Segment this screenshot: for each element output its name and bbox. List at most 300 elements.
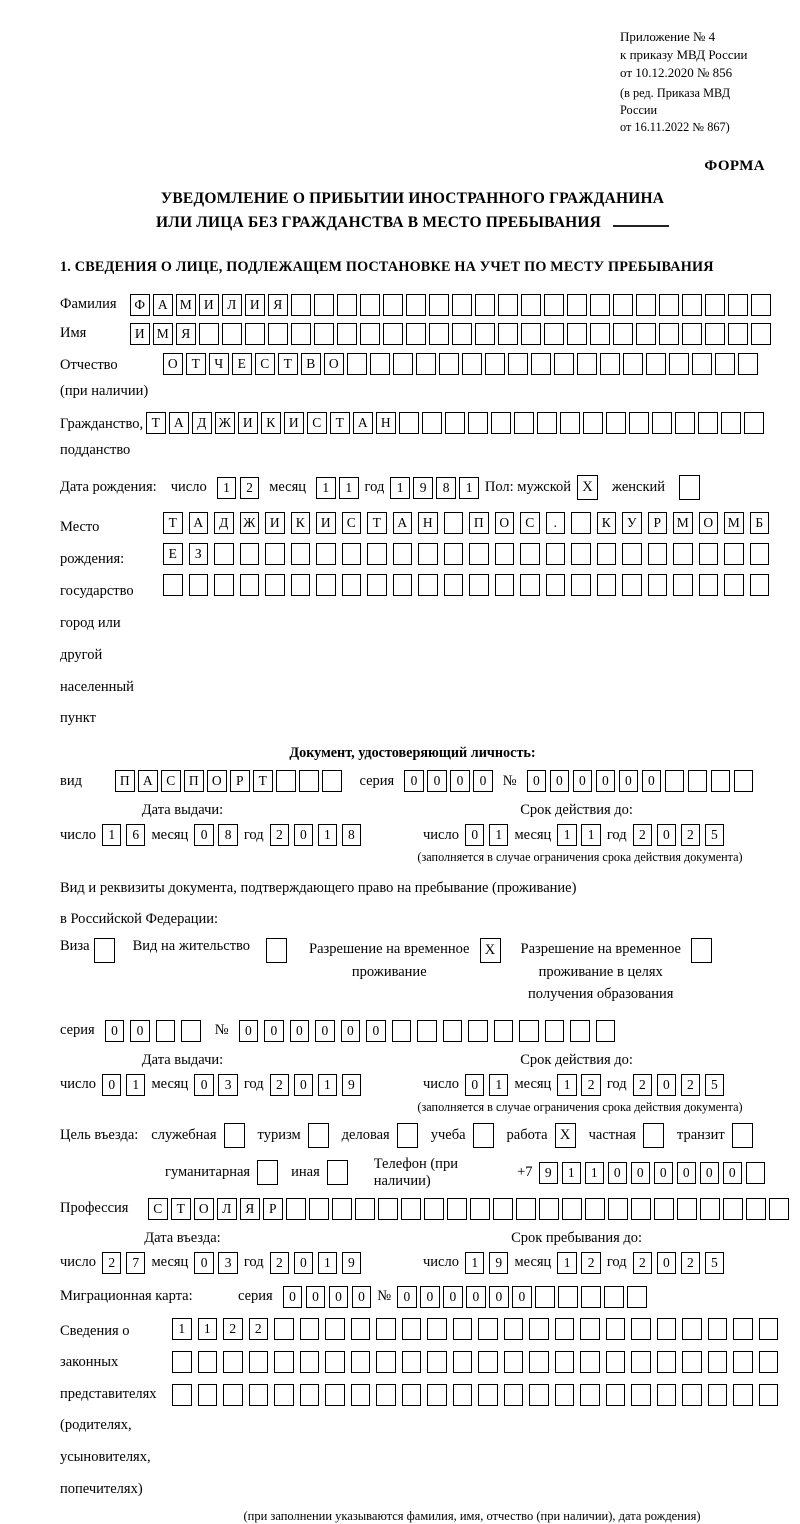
char-cell[interactable]: Р bbox=[648, 512, 668, 534]
char-cell[interactable]: 0 bbox=[550, 770, 570, 792]
char-cell[interactable] bbox=[606, 1351, 626, 1373]
char-cell[interactable] bbox=[498, 294, 518, 316]
char-cell[interactable] bbox=[711, 770, 731, 792]
char-cell[interactable]: В bbox=[301, 353, 321, 375]
char-cell[interactable]: 0 bbox=[723, 1162, 743, 1184]
char-cell[interactable]: 2 bbox=[223, 1318, 243, 1340]
char-cell[interactable] bbox=[268, 323, 288, 345]
char-cell[interactable] bbox=[648, 543, 668, 565]
char-cell[interactable]: 9 bbox=[489, 1252, 509, 1274]
char-cell[interactable] bbox=[198, 1384, 218, 1406]
char-cell[interactable] bbox=[546, 574, 566, 596]
char-cell[interactable] bbox=[631, 1384, 651, 1406]
stay-day-input[interactable] bbox=[465, 1252, 509, 1274]
char-cell[interactable] bbox=[577, 353, 597, 375]
char-cell[interactable]: Ж bbox=[215, 412, 235, 434]
char-cell[interactable]: 0 bbox=[294, 1074, 314, 1096]
char-cell[interactable] bbox=[631, 1198, 651, 1220]
char-cell[interactable] bbox=[214, 543, 234, 565]
char-cell[interactable] bbox=[590, 323, 610, 345]
char-cell[interactable]: А bbox=[138, 770, 158, 792]
migration-number-input[interactable] bbox=[397, 1286, 647, 1308]
char-cell[interactable] bbox=[332, 1198, 352, 1220]
temp-residence-edu-checkbox[interactable] bbox=[691, 938, 712, 963]
purpose-business-checkbox[interactable] bbox=[397, 1123, 418, 1148]
char-cell[interactable] bbox=[537, 412, 557, 434]
char-cell[interactable]: 3 bbox=[218, 1252, 238, 1274]
char-cell[interactable] bbox=[691, 938, 712, 963]
char-cell[interactable]: 1 bbox=[102, 824, 122, 846]
char-cell[interactable]: 0 bbox=[619, 770, 639, 792]
char-cell[interactable] bbox=[401, 1198, 421, 1220]
char-cell[interactable] bbox=[529, 1351, 549, 1373]
char-cell[interactable] bbox=[406, 323, 426, 345]
char-cell[interactable] bbox=[429, 323, 449, 345]
char-cell[interactable]: 0 bbox=[239, 1020, 259, 1042]
char-cell[interactable] bbox=[494, 1020, 514, 1042]
char-cell[interactable] bbox=[583, 412, 603, 434]
char-cell[interactable]: С bbox=[148, 1198, 168, 1220]
birth-place-row2-input[interactable] bbox=[163, 543, 769, 565]
char-cell[interactable] bbox=[274, 1384, 294, 1406]
char-cell[interactable] bbox=[520, 574, 540, 596]
char-cell[interactable] bbox=[222, 323, 242, 345]
char-cell[interactable] bbox=[453, 1351, 473, 1373]
char-cell[interactable] bbox=[462, 353, 482, 375]
char-cell[interactable]: 2 bbox=[270, 824, 290, 846]
r-expiry-day-input[interactable] bbox=[465, 1074, 509, 1096]
char-cell[interactable]: 9 bbox=[539, 1162, 559, 1184]
char-cell[interactable] bbox=[397, 1123, 418, 1148]
char-cell[interactable]: 0 bbox=[352, 1286, 372, 1308]
char-cell[interactable]: И bbox=[245, 294, 265, 316]
char-cell[interactable]: 1 bbox=[198, 1318, 218, 1340]
char-cell[interactable]: 0 bbox=[489, 1286, 509, 1308]
char-cell[interactable]: С bbox=[520, 512, 540, 534]
purpose-private-checkbox[interactable] bbox=[643, 1123, 664, 1148]
char-cell[interactable]: 1 bbox=[585, 1162, 605, 1184]
char-cell[interactable] bbox=[613, 294, 633, 316]
char-cell[interactable] bbox=[422, 412, 442, 434]
char-cell[interactable] bbox=[682, 1351, 702, 1373]
char-cell[interactable]: Б bbox=[750, 512, 770, 534]
char-cell[interactable]: И bbox=[238, 412, 258, 434]
char-cell[interactable]: М bbox=[176, 294, 196, 316]
char-cell[interactable] bbox=[468, 412, 488, 434]
char-cell[interactable] bbox=[274, 1318, 294, 1340]
char-cell[interactable] bbox=[299, 770, 319, 792]
char-cell[interactable] bbox=[657, 1351, 677, 1373]
char-cell[interactable] bbox=[596, 1020, 616, 1042]
char-cell[interactable] bbox=[636, 323, 656, 345]
char-cell[interactable] bbox=[571, 512, 591, 534]
char-cell[interactable] bbox=[418, 543, 438, 565]
char-cell[interactable] bbox=[399, 412, 419, 434]
char-cell[interactable] bbox=[529, 1384, 549, 1406]
char-cell[interactable] bbox=[491, 412, 511, 434]
char-cell[interactable] bbox=[734, 770, 754, 792]
char-cell[interactable] bbox=[274, 1351, 294, 1373]
char-cell[interactable]: Ф bbox=[130, 294, 150, 316]
char-cell[interactable]: А bbox=[353, 412, 373, 434]
representatives-row3-input[interactable] bbox=[172, 1384, 778, 1406]
char-cell[interactable]: 0 bbox=[473, 770, 493, 792]
char-cell[interactable] bbox=[631, 1351, 651, 1373]
phone-input[interactable] bbox=[539, 1162, 766, 1184]
char-cell[interactable]: 1 bbox=[557, 824, 577, 846]
char-cell[interactable] bbox=[223, 1351, 243, 1373]
char-cell[interactable]: 0 bbox=[596, 770, 616, 792]
char-cell[interactable] bbox=[504, 1318, 524, 1340]
char-cell[interactable]: П bbox=[469, 512, 489, 534]
purpose-study-checkbox[interactable] bbox=[473, 1123, 494, 1148]
char-cell[interactable] bbox=[733, 1351, 753, 1373]
doc-kind-input[interactable] bbox=[115, 770, 342, 792]
char-cell[interactable]: 1 bbox=[318, 1252, 338, 1274]
char-cell[interactable]: М bbox=[153, 323, 173, 345]
char-cell[interactable] bbox=[327, 1160, 348, 1185]
char-cell[interactable] bbox=[473, 1123, 494, 1148]
char-cell[interactable] bbox=[759, 1318, 779, 1340]
char-cell[interactable] bbox=[682, 1318, 702, 1340]
char-cell[interactable] bbox=[376, 1351, 396, 1373]
char-cell[interactable] bbox=[240, 574, 260, 596]
char-cell[interactable]: Т bbox=[163, 512, 183, 534]
char-cell[interactable]: 2 bbox=[681, 1252, 701, 1274]
char-cell[interactable]: Л bbox=[217, 1198, 237, 1220]
char-cell[interactable] bbox=[367, 543, 387, 565]
purpose-tourism-checkbox[interactable] bbox=[308, 1123, 329, 1148]
char-cell[interactable] bbox=[300, 1318, 320, 1340]
char-cell[interactable] bbox=[699, 543, 719, 565]
char-cell[interactable]: Н bbox=[418, 512, 438, 534]
char-cell[interactable] bbox=[427, 1384, 447, 1406]
char-cell[interactable]: Т bbox=[278, 353, 298, 375]
char-cell[interactable] bbox=[732, 1123, 753, 1148]
char-cell[interactable]: О bbox=[194, 1198, 214, 1220]
entry-month-input[interactable] bbox=[194, 1252, 238, 1274]
char-cell[interactable]: О bbox=[163, 353, 183, 375]
char-cell[interactable] bbox=[316, 574, 336, 596]
char-cell[interactable] bbox=[508, 353, 528, 375]
char-cell[interactable] bbox=[521, 323, 541, 345]
patronymic-input[interactable] bbox=[163, 353, 758, 375]
char-cell[interactable] bbox=[475, 294, 495, 316]
char-cell[interactable] bbox=[291, 543, 311, 565]
char-cell[interactable] bbox=[199, 323, 219, 345]
char-cell[interactable] bbox=[469, 574, 489, 596]
char-cell[interactable] bbox=[444, 543, 464, 565]
char-cell[interactable] bbox=[172, 1384, 192, 1406]
char-cell[interactable] bbox=[613, 323, 633, 345]
char-cell[interactable]: 0 bbox=[294, 1252, 314, 1274]
char-cell[interactable]: О bbox=[324, 353, 344, 375]
char-cell[interactable] bbox=[750, 574, 770, 596]
char-cell[interactable] bbox=[376, 1318, 396, 1340]
surname-input[interactable] bbox=[130, 294, 771, 316]
char-cell[interactable]: 1 bbox=[581, 824, 601, 846]
char-cell[interactable]: Е bbox=[232, 353, 252, 375]
char-cell[interactable] bbox=[724, 543, 744, 565]
char-cell[interactable]: 1 bbox=[557, 1074, 577, 1096]
char-cell[interactable]: 0 bbox=[512, 1286, 532, 1308]
purpose-other-checkbox[interactable] bbox=[327, 1160, 348, 1185]
r-issue-day-input[interactable] bbox=[102, 1074, 146, 1096]
char-cell[interactable] bbox=[750, 543, 770, 565]
char-cell[interactable]: 1 bbox=[465, 1252, 485, 1274]
char-cell[interactable]: Т bbox=[171, 1198, 191, 1220]
char-cell[interactable] bbox=[673, 543, 693, 565]
r-issue-year-input[interactable] bbox=[270, 1074, 362, 1096]
char-cell[interactable]: Т bbox=[253, 770, 273, 792]
char-cell[interactable] bbox=[504, 1351, 524, 1373]
char-cell[interactable]: 0 bbox=[404, 770, 424, 792]
char-cell[interactable]: 0 bbox=[527, 770, 547, 792]
char-cell[interactable]: К bbox=[597, 512, 617, 534]
char-cell[interactable] bbox=[545, 1020, 565, 1042]
char-cell[interactable]: X bbox=[480, 938, 501, 963]
char-cell[interactable] bbox=[325, 1384, 345, 1406]
char-cell[interactable] bbox=[439, 353, 459, 375]
char-cell[interactable] bbox=[570, 1020, 590, 1042]
char-cell[interactable] bbox=[555, 1351, 575, 1373]
char-cell[interactable] bbox=[521, 294, 541, 316]
char-cell[interactable]: С bbox=[307, 412, 327, 434]
char-cell[interactable] bbox=[402, 1351, 422, 1373]
char-cell[interactable] bbox=[308, 1123, 329, 1148]
char-cell[interactable] bbox=[652, 412, 672, 434]
char-cell[interactable] bbox=[682, 1384, 702, 1406]
char-cell[interactable]: 0 bbox=[294, 824, 314, 846]
char-cell[interactable] bbox=[309, 1198, 329, 1220]
residence-series-input[interactable] bbox=[105, 1020, 201, 1042]
char-cell[interactable]: Я bbox=[176, 323, 196, 345]
purpose-official-checkbox[interactable] bbox=[224, 1123, 245, 1148]
char-cell[interactable] bbox=[325, 1351, 345, 1373]
char-cell[interactable]: С bbox=[255, 353, 275, 375]
char-cell[interactable]: 0 bbox=[264, 1020, 284, 1042]
visa-checkbox[interactable] bbox=[94, 938, 115, 963]
char-cell[interactable] bbox=[654, 1198, 674, 1220]
char-cell[interactable] bbox=[163, 574, 183, 596]
char-cell[interactable] bbox=[314, 323, 334, 345]
char-cell[interactable]: 6 bbox=[126, 824, 146, 846]
char-cell[interactable] bbox=[554, 353, 574, 375]
char-cell[interactable] bbox=[453, 1384, 473, 1406]
char-cell[interactable]: 0 bbox=[657, 1252, 677, 1274]
char-cell[interactable] bbox=[698, 412, 718, 434]
char-cell[interactable]: 0 bbox=[194, 1074, 214, 1096]
char-cell[interactable] bbox=[769, 1198, 789, 1220]
char-cell[interactable]: 8 bbox=[218, 824, 238, 846]
char-cell[interactable] bbox=[728, 323, 748, 345]
char-cell[interactable]: Т bbox=[146, 412, 166, 434]
char-cell[interactable]: 5 bbox=[705, 1074, 725, 1096]
char-cell[interactable] bbox=[733, 1318, 753, 1340]
char-cell[interactable] bbox=[555, 1384, 575, 1406]
char-cell[interactable] bbox=[475, 323, 495, 345]
char-cell[interactable] bbox=[580, 1384, 600, 1406]
char-cell[interactable]: 5 bbox=[705, 824, 725, 846]
char-cell[interactable] bbox=[646, 353, 666, 375]
char-cell[interactable]: 0 bbox=[315, 1020, 335, 1042]
char-cell[interactable]: 1 bbox=[390, 477, 410, 499]
char-cell[interactable]: 9 bbox=[342, 1074, 362, 1096]
gender-female-checkbox[interactable] bbox=[679, 475, 700, 500]
char-cell[interactable]: 0 bbox=[443, 1286, 463, 1308]
char-cell[interactable]: М bbox=[673, 512, 693, 534]
migration-series-input[interactable] bbox=[283, 1286, 372, 1308]
char-cell[interactable]: 0 bbox=[102, 1074, 122, 1096]
char-cell[interactable]: 0 bbox=[105, 1020, 125, 1042]
char-cell[interactable]: О bbox=[207, 770, 227, 792]
char-cell[interactable] bbox=[427, 1351, 447, 1373]
purpose-work-checkbox[interactable] bbox=[555, 1123, 576, 1148]
expiry-day-input[interactable] bbox=[465, 824, 509, 846]
char-cell[interactable]: 0 bbox=[450, 770, 470, 792]
char-cell[interactable]: 1 bbox=[318, 824, 338, 846]
char-cell[interactable]: А bbox=[153, 294, 173, 316]
char-cell[interactable]: 5 bbox=[705, 1252, 725, 1274]
char-cell[interactable] bbox=[360, 323, 380, 345]
char-cell[interactable] bbox=[580, 1318, 600, 1340]
char-cell[interactable]: 3 bbox=[218, 1074, 238, 1096]
char-cell[interactable] bbox=[291, 574, 311, 596]
char-cell[interactable] bbox=[675, 412, 695, 434]
char-cell[interactable] bbox=[723, 1198, 743, 1220]
char-cell[interactable] bbox=[673, 574, 693, 596]
char-cell[interactable] bbox=[581, 1286, 601, 1308]
char-cell[interactable] bbox=[555, 1318, 575, 1340]
char-cell[interactable]: 7 bbox=[126, 1252, 146, 1274]
char-cell[interactable] bbox=[535, 1286, 555, 1308]
char-cell[interactable]: 1 bbox=[316, 477, 336, 499]
char-cell[interactable] bbox=[355, 1198, 375, 1220]
char-cell[interactable]: 1 bbox=[126, 1074, 146, 1096]
char-cell[interactable] bbox=[692, 353, 712, 375]
char-cell[interactable] bbox=[392, 1020, 412, 1042]
char-cell[interactable]: У bbox=[622, 512, 642, 534]
issue-day-input[interactable] bbox=[102, 824, 146, 846]
char-cell[interactable]: П bbox=[184, 770, 204, 792]
char-cell[interactable] bbox=[571, 574, 591, 596]
char-cell[interactable] bbox=[669, 353, 689, 375]
entry-year-input[interactable] bbox=[270, 1252, 362, 1274]
birth-day-input[interactable] bbox=[217, 477, 260, 499]
char-cell[interactable] bbox=[597, 574, 617, 596]
char-cell[interactable] bbox=[325, 1318, 345, 1340]
char-cell[interactable] bbox=[728, 294, 748, 316]
char-cell[interactable]: Д bbox=[192, 412, 212, 434]
char-cell[interactable] bbox=[314, 294, 334, 316]
char-cell[interactable] bbox=[738, 353, 758, 375]
char-cell[interactable] bbox=[257, 1160, 278, 1185]
char-cell[interactable]: 0 bbox=[657, 1074, 677, 1096]
char-cell[interactable] bbox=[558, 1286, 578, 1308]
char-cell[interactable] bbox=[452, 294, 472, 316]
char-cell[interactable] bbox=[351, 1318, 371, 1340]
char-cell[interactable] bbox=[402, 1384, 422, 1406]
char-cell[interactable] bbox=[631, 1318, 651, 1340]
char-cell[interactable]: 0 bbox=[700, 1162, 720, 1184]
char-cell[interactable] bbox=[393, 574, 413, 596]
char-cell[interactable]: 2 bbox=[681, 1074, 701, 1096]
char-cell[interactable]: И bbox=[284, 412, 304, 434]
char-cell[interactable]: 0 bbox=[608, 1162, 628, 1184]
char-cell[interactable] bbox=[265, 543, 285, 565]
char-cell[interactable]: Ч bbox=[209, 353, 229, 375]
char-cell[interactable] bbox=[733, 1384, 753, 1406]
char-cell[interactable]: А bbox=[189, 512, 209, 534]
char-cell[interactable] bbox=[265, 574, 285, 596]
char-cell[interactable] bbox=[249, 1351, 269, 1373]
char-cell[interactable] bbox=[585, 1198, 605, 1220]
char-cell[interactable] bbox=[406, 294, 426, 316]
char-cell[interactable] bbox=[597, 543, 617, 565]
char-cell[interactable] bbox=[629, 412, 649, 434]
char-cell[interactable] bbox=[516, 1198, 536, 1220]
char-cell[interactable] bbox=[378, 1198, 398, 1220]
char-cell[interactable] bbox=[351, 1351, 371, 1373]
purpose-humanitarian-checkbox[interactable] bbox=[257, 1160, 278, 1185]
char-cell[interactable] bbox=[746, 1198, 766, 1220]
char-cell[interactable] bbox=[468, 1020, 488, 1042]
char-cell[interactable] bbox=[604, 1286, 624, 1308]
char-cell[interactable] bbox=[383, 294, 403, 316]
char-cell[interactable]: 0 bbox=[573, 770, 593, 792]
issue-year-input[interactable] bbox=[270, 824, 362, 846]
char-cell[interactable]: 0 bbox=[130, 1020, 150, 1042]
char-cell[interactable] bbox=[240, 543, 260, 565]
char-cell[interactable] bbox=[322, 770, 342, 792]
char-cell[interactable]: 0 bbox=[466, 1286, 486, 1308]
char-cell[interactable]: 1 bbox=[318, 1074, 338, 1096]
char-cell[interactable]: 0 bbox=[341, 1020, 361, 1042]
char-cell[interactable]: 0 bbox=[465, 824, 485, 846]
char-cell[interactable]: И bbox=[265, 512, 285, 534]
char-cell[interactable] bbox=[416, 353, 436, 375]
char-cell[interactable] bbox=[688, 770, 708, 792]
char-cell[interactable] bbox=[291, 294, 311, 316]
r-expiry-month-input[interactable] bbox=[557, 1074, 601, 1096]
char-cell[interactable] bbox=[286, 1198, 306, 1220]
char-cell[interactable]: Р bbox=[263, 1198, 283, 1220]
char-cell[interactable] bbox=[600, 353, 620, 375]
char-cell[interactable] bbox=[643, 1123, 664, 1148]
doc-series-input[interactable] bbox=[404, 770, 493, 792]
char-cell[interactable] bbox=[276, 770, 296, 792]
char-cell[interactable] bbox=[580, 1351, 600, 1373]
char-cell[interactable] bbox=[300, 1384, 320, 1406]
representatives-row2-input[interactable] bbox=[172, 1351, 778, 1373]
char-cell[interactable] bbox=[622, 574, 642, 596]
char-cell[interactable]: 0 bbox=[283, 1286, 303, 1308]
char-cell[interactable] bbox=[337, 323, 357, 345]
char-cell[interactable]: Л bbox=[222, 294, 242, 316]
char-cell[interactable]: 2 bbox=[240, 477, 260, 499]
char-cell[interactable] bbox=[214, 574, 234, 596]
char-cell[interactable]: 2 bbox=[270, 1252, 290, 1274]
char-cell[interactable]: 0 bbox=[397, 1286, 417, 1308]
char-cell[interactable] bbox=[759, 1384, 779, 1406]
char-cell[interactable] bbox=[393, 543, 413, 565]
char-cell[interactable]: 1 bbox=[557, 1252, 577, 1274]
char-cell[interactable]: 1 bbox=[489, 1074, 509, 1096]
char-cell[interactable] bbox=[198, 1351, 218, 1373]
char-cell[interactable] bbox=[700, 1198, 720, 1220]
char-cell[interactable]: 0 bbox=[420, 1286, 440, 1308]
char-cell[interactable] bbox=[622, 543, 642, 565]
